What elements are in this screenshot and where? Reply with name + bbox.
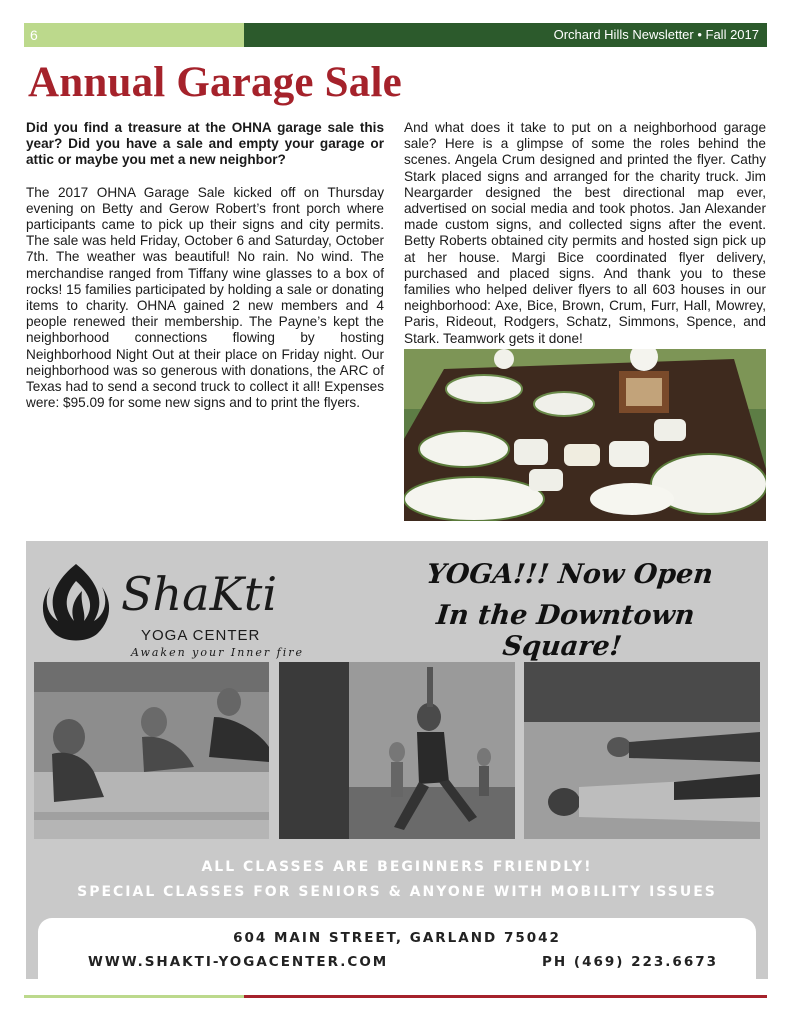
yoga-photo-strip <box>34 662 760 839</box>
page-header <box>24 23 767 47</box>
footer-red-rule <box>244 995 767 998</box>
newsletter-title: Orchard Hills Newsletter • Fall 2017 <box>244 23 767 47</box>
footer-green-rule <box>24 995 244 998</box>
logo-tagline: Awaken your Inner fire <box>131 646 304 659</box>
body-paragraph-2: And what does it take to put on a neighborhood garage sale? Here is a glimpse of some the roles behind the scenes. Angela Crum designed and printed the flyer. Cathy Stark placed signs and arranged for the charity truck. Jim Neargarder designed the best directional map ever, advertised on social media and took photos. Jan Alexander made custom signs, and collected signs after the event. Betty Roberts obtained city permits and hosted sign pick up at her house. Margi Bice coordinated flyer delivery, purchased and placed signs. And thank you to these families who helped deliver flyers to all 603 houses in our neighborhood: Axe, Bice, Brown, Crum, Furr, Hall, Mowrey, Paris, Rideout, Rodgers, Schatz, Simmons, Spence, and Stark. Teamwork gets it done! <box>404 120 766 346</box>
dishes-photo-icon <box>404 349 766 521</box>
page-footer-rule <box>24 995 767 998</box>
ad-contact-box <box>38 918 756 979</box>
logo-wordmark: ShaKti <box>121 567 278 621</box>
ad-seniors-line: SPECIAL CLASSES FOR SENIORS & ANYONE WITH MOBILITY ISSUES <box>77 884 717 900</box>
ad-headline <box>381 559 752 662</box>
yoga-advertisement <box>26 541 768 979</box>
yoga-class-photo-icon <box>34 662 269 839</box>
page-number: 6 <box>24 23 244 47</box>
flame-logo-icon <box>36 559 116 654</box>
article-title: Annual Garage Sale <box>28 59 402 106</box>
yoga-resting-photo-icon <box>524 662 760 839</box>
body-paragraph-1: The 2017 OHNA Garage Sale kicked off on Thursday evening on Betty and Gerow Robert’s front porch where participants came to pick up their signs and city permits. The sale was held Friday, October 6 and Saturday, October 7th. The weather was beautiful! No rain. No wind. The merchandise ranged from Tiffany wine glasses to a box of rocks! 15 families participated by holding a sale or donating items to charity. OHNA gained 2 new members and 4 people renewed their membership. The Payne’s kept the neighborhood connections flowing by hosting Neighborhood Night Out at their place on Friday night. Our neighborhood was so generous with donations, the ARC of Texas had to send a second truck to collect it all! Expenses were: $95.09 for some new signs and to print the flyers. <box>26 184 384 411</box>
ad-phone: PH (469) 223.6673 <box>542 954 718 970</box>
yoga-resting-photo <box>524 662 760 839</box>
left-column <box>26 120 384 427</box>
ad-website: WWW.SHAKTI-YOGACENTER.COM <box>88 954 389 970</box>
yoga-class-photo <box>34 662 269 839</box>
logo-yoga-center: YOGA CENTER <box>141 627 261 644</box>
ad-address: 604 MAIN STREET, GARLAND 75042 <box>233 930 561 946</box>
shakti-logo <box>36 551 336 661</box>
ad-headline-line-2: In the Downtown Square! <box>434 600 697 662</box>
lead-paragraph: Did you find a treasure at the OHNA garage sale this year? Did you have a sale and empty your garage or attic or maybe you met a new neighbor? <box>26 120 384 168</box>
ad-beginners-line: ALL CLASSES ARE BEGINNERS FRIENDLY! <box>201 859 593 875</box>
garage-sale-dishes-photo <box>404 349 766 521</box>
right-column <box>404 120 766 363</box>
ad-headline-line-1: YOGA!!! Now Open <box>424 559 715 590</box>
yoga-standing-photo <box>279 662 515 839</box>
yoga-standing-photo-icon <box>279 662 515 839</box>
